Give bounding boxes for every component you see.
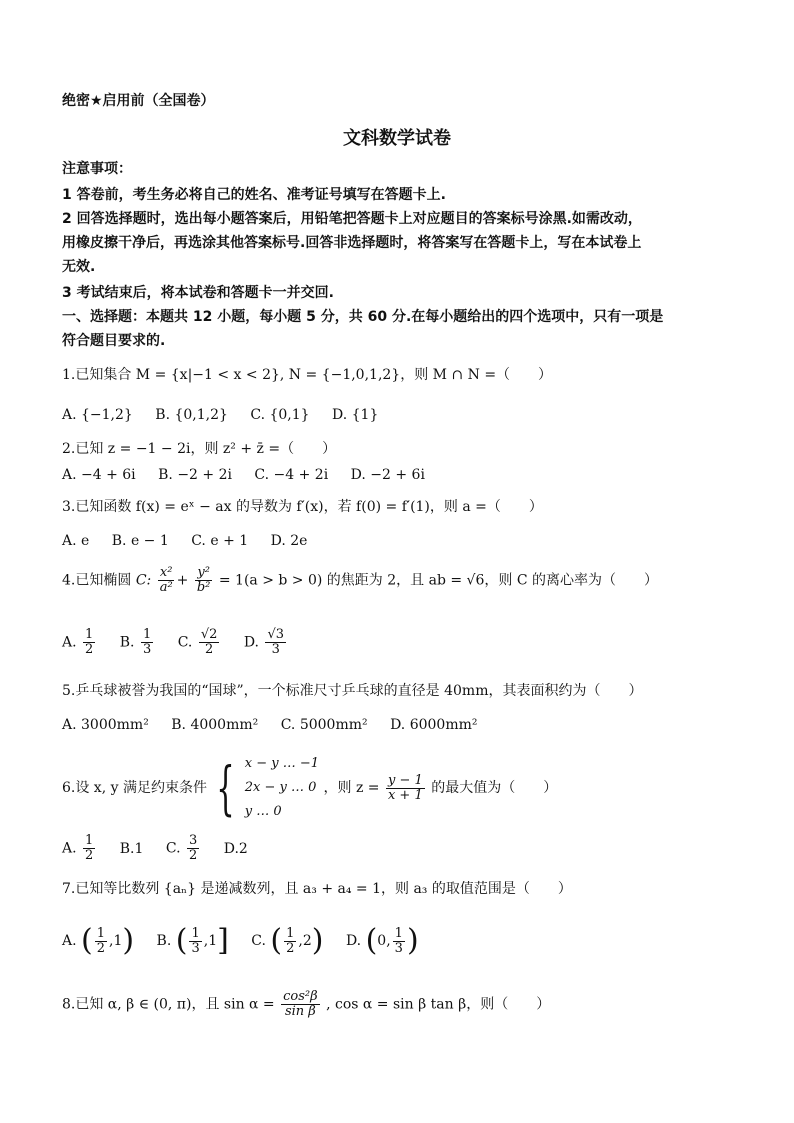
q6-option-a-den: 2 <box>85 848 94 863</box>
question-4-stem: 4.已知椭圆 C: $\frac{\text{x²}}{\text{a²}}$ + $\frac{\text{y²}}{\text{b²}}$ = 1(a > b > 0) 的焦距为 2，且 ab = √6，则 C 的离心率为（ ） <box>62 565 658 595</box>
question-6-stem: 6.设 x, y 满足约束条件 { x − y … −1 2x − y … 0 y … 0 ，则 z = $\frac{y - 1}{x + 1}$ 的最大值为（ ） <box>62 754 558 822</box>
note-2-line-1: 2 回答选择题时，选出每小题答案后，用铅笔把答题卡上对应题目的答案标号涂黑.如需改动， <box>62 211 642 227</box>
q4-option-d-label: D. <box>243 634 260 651</box>
note-2-line-2: 用橡皮擦干净后，再选涂其他答案标号.回答非选择题时，将答案写在答题卡上，写在本试卷上 <box>62 235 642 251</box>
q4-option-a-num: 1 <box>85 627 94 642</box>
q1-option-b: B. {0,1,2} <box>155 407 228 423</box>
q7-option-d-label: D. <box>345 933 362 949</box>
q6-option-c-num: 3 <box>188 833 198 848</box>
q4-option-b-den: 3 <box>142 642 152 657</box>
q8-prefix: 8.已知 α, β ∈ (0, π)，且 sin α = <box>62 996 275 1013</box>
q3-option-b: B. e − 1 <box>111 533 169 549</box>
note-2-line-3: 无效. <box>62 259 96 275</box>
q4-option-c-den: 2 <box>204 642 214 657</box>
page-title: 文科数学试卷 <box>343 128 451 149</box>
question-1-stem: 1.已知集合 M = {x|−1 < x < 2}, N = {−1,0,1,2}，则 M ∩ N =（ ） <box>62 367 553 383</box>
q6-option-c-label: C. <box>165 840 181 857</box>
q4-option-c-num: √2 <box>200 627 218 642</box>
question-6-options <box>62 834 266 863</box>
q1-option-c: C. {0,1} <box>250 407 310 423</box>
note-3: 3 考试结束后，将本试卷和答题卡一并交回. <box>62 285 334 301</box>
q4-option-b-label: B. <box>119 634 135 651</box>
note-1: 1 答卷前，考生务必将自己的姓名、准考证号填写在答题卡上. <box>62 187 446 203</box>
q6-constraint-2: 2x − y … 0 <box>244 780 317 795</box>
question-5-stem: 5.乒乓球被誉为我国的“国球”，一个标准尺寸乒乓球的直径是 40mm，其表面积约为（ ） <box>62 683 643 699</box>
q7-option-b-label: B. <box>156 933 172 949</box>
q6-option-a-label: A. <box>62 840 77 857</box>
q6-option-a-num: 1 <box>85 833 94 848</box>
question-3-options <box>62 532 325 550</box>
q6-option-d: D.2 <box>223 840 248 857</box>
q4-suffix: = 1(a > b > 0) 的焦距为 2，且 ab = √6，则 C 的离心率为（ ） <box>218 572 658 589</box>
q6-suffix: 的最大值为（ ） <box>431 780 558 796</box>
q2-option-d: D. −2 + 6i <box>350 467 425 483</box>
question-5-options <box>62 716 495 734</box>
q6-mid: ，则 z = <box>323 780 380 796</box>
q3-option-a: A. e <box>62 533 90 549</box>
q4-option-a-label: A. <box>62 634 77 651</box>
q2-option-b: B. −2 + 2i <box>158 467 232 483</box>
confidential-mark: 绝密★启用前（全国卷） <box>62 93 215 109</box>
q6-prefix: 6.设 x, y 满足约束条件 <box>62 780 207 796</box>
question-2-options <box>62 466 443 484</box>
question-4-options <box>62 628 306 657</box>
q6-option-c-den: 2 <box>188 848 198 863</box>
q3-option-d: D. 2e <box>270 533 308 549</box>
q2-option-c: C. −4 + 2i <box>254 467 329 483</box>
question-2-stem: 2.已知 z = −1 − 2i，则 z² + z̄ =（ ） <box>62 441 337 457</box>
q8-frac: $\frac{\text{cos²β}}{\text{sin β}}$ <box>283 989 318 1019</box>
question-7-options: A. ( $\frac{1}{2}$ ,1) B. ( $\frac{1}{3}$ ,1] C. ( $\frac{1}{2}$ ,2) D. (0, $\frac{1}{3}$ ) <box>62 923 419 958</box>
q8-suffix: , cos α = sin β tan β，则（ ） <box>326 996 551 1013</box>
section-heading-line-1: 一、选择题：本题共 12 小题，每小题 5 分，共 60 分.在每小题给出的四个选项中，只有一项是 <box>62 309 664 325</box>
q4-option-b-num: 1 <box>142 627 152 642</box>
q6-option-b: B.1 <box>119 840 144 857</box>
question-8-stem <box>62 990 550 1019</box>
q5-option-a: A. 3000mm² <box>62 717 149 733</box>
q6-objective: $\frac{y - 1}{x + 1}$ <box>387 772 423 803</box>
q2-option-a: A. −4 + 6i <box>62 467 136 483</box>
section-heading-line-2: 符合题目要求的. <box>62 333 166 349</box>
q3-option-c: C. e + 1 <box>191 533 249 549</box>
q1-option-d: D. {1} <box>332 407 379 423</box>
q5-option-b: B. 4000mm² <box>171 717 259 733</box>
q4-option-c-label: C. <box>177 634 193 651</box>
q5-option-d: D. 6000mm² <box>390 717 478 733</box>
q5-option-c: C. 5000mm² <box>280 717 368 733</box>
q1-option-a: A. {−1,2} <box>62 407 133 423</box>
q4-option-d-den: 3 <box>271 642 280 657</box>
q4-frac-y: $\frac{\text{y²}}{\text{b²}}$ <box>196 565 211 595</box>
q4-option-d-num: √3 <box>267 627 285 642</box>
q4-option-a-den: 2 <box>85 642 94 657</box>
q7-option-c-label: C. <box>251 933 266 949</box>
q4-prefix: 4.已知椭圆 <box>62 572 132 589</box>
question-1-options <box>62 406 396 424</box>
q6-constraint-3: y … 0 <box>244 804 282 819</box>
question-7-stem: 7.已知等比数列 {aₙ} 是递减数列，且 a₃ + a₄ = 1，则 a₃ 的取值范围是（ ） <box>62 881 572 897</box>
notes-heading: 注意事项： <box>62 161 132 177</box>
q6-constraint-1: x − y … −1 <box>244 756 320 771</box>
q4-frac-x: $\frac{\text{x²}}{\text{a²}}$ <box>159 565 173 595</box>
question-3-stem: 3.已知函数 f(x) = eˣ − ax 的导数为 f′(x)，若 f(0) = f′(1)，则 a =（ ） <box>62 499 543 515</box>
q7-option-a-label: A. <box>62 933 77 949</box>
q6-constraints <box>245 752 319 824</box>
